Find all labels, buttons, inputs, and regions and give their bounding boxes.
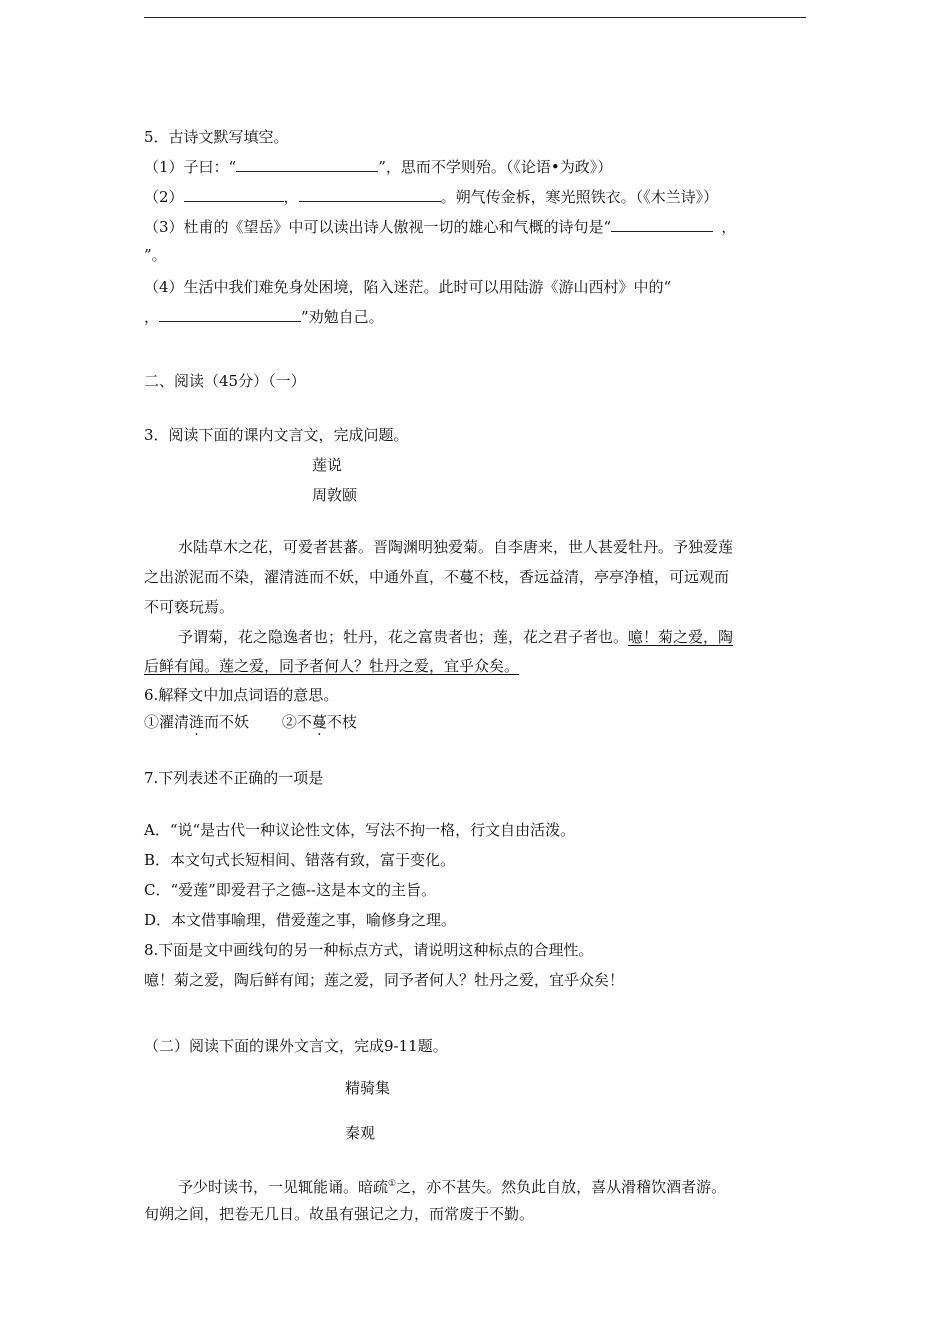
footnote-marker: ① — [388, 1179, 397, 1189]
q7-title: 7.下列表述不正确的一项是 — [144, 769, 324, 787]
q8-text: 噫！菊之爱，陶后鲜有闻；莲之爱，同予者何人？牡丹之爱，宜乎众矣！ — [144, 971, 625, 989]
q7-option-c: C．“爱莲”即爱君子之德--这是本文的主旨。 — [144, 881, 436, 899]
part2-p1-pre: 予少时读书，一见辄能诵。暗疏 — [178, 1178, 389, 1196]
q5-blank-1[interactable] — [236, 157, 378, 172]
part2-p1-post: 之，亦不甚失。然负此自放，喜从滑稽饮酒者游。 — [396, 1178, 727, 1196]
q5-l2-suffix: 。朔气传金柝，寒光照铁衣。（《木兰诗》） — [440, 188, 719, 206]
part2-para1-line2: 旬朔之间，把卷无几日。故虽有强记之力，而常废于不勤。 — [144, 1205, 535, 1223]
q5-blank-2[interactable] — [184, 187, 284, 202]
q5-l4b-suffix: ”劝勉自己。 — [301, 308, 384, 326]
q7-option-d: D．本文借事喻理，借爱莲之事，喻修身之理。 — [144, 911, 457, 929]
q3-underlined-sentence-a: 噫！菊之爱，陶 — [628, 628, 734, 646]
q6-title: 6.解释文中加点词语的意思。 — [144, 686, 339, 704]
header-rule — [144, 17, 806, 18]
q5-blank-3[interactable] — [299, 187, 441, 202]
section-2-heading: 二、阅读（45分）（一） — [144, 372, 306, 390]
q5-line-3 — [144, 217, 736, 237]
part2-essay-author: 秦观 — [345, 1124, 376, 1142]
q3-para2-text: 予谓菊，花之隐逸者也；牡丹，花之富贵者也；莲，花之君子者也。 — [178, 628, 629, 646]
q3-essay-author: 周敦颐 — [312, 486, 358, 504]
q5-l2-prefix: （2） — [144, 188, 184, 206]
q3-para1-line2: 之出淤泥而不染，濯清涟而不妖，中通外直，不蔓不枝，香远益清，亭亭净植，可远观而 — [144, 568, 730, 586]
part2-intro: （二）阅读下面的课外文言文，完成9-11题。 — [144, 1037, 448, 1055]
q5-line-3b: ”。 — [144, 246, 167, 264]
q3-essay-title: 莲说 — [312, 456, 343, 474]
q5-line-4b — [144, 307, 384, 327]
q7-option-a: A．“说“是古代一种议论性文体，写法不拘一格，行文自由活泼。 — [144, 821, 576, 839]
q6-item2-dotted: 蔓 — [311, 713, 327, 731]
q6-items — [144, 712, 357, 732]
q8-title: 8.下面是文中画线句的另一种标点方式，请说明这种标点的合理性。 — [144, 941, 594, 959]
q6-item1-post: 而不妖 — [204, 713, 250, 731]
q7-option-b: B．本文句式长短相间、错落有致，富于变化。 — [144, 851, 456, 869]
q5-l3-prefix: （3）杜甫的《望岳》中可以读出诗人傲视一切的雄心和气概的诗句是“ — [144, 218, 612, 236]
part2-essay-title: 精骑集 — [345, 1079, 391, 1097]
q5-title: 5．古诗文默写填空。 — [144, 128, 289, 146]
q5-blank-4[interactable] — [611, 217, 713, 232]
q5-l1-prefix: （1）子曰：“ — [144, 158, 237, 176]
q5-l3-comma: ， — [721, 218, 737, 236]
q5-blank-5[interactable] — [159, 307, 301, 322]
q3-para2-line2 — [144, 656, 519, 676]
q5-line-2 — [144, 187, 718, 207]
q6-item2-post: 不枝 — [326, 713, 357, 731]
q5-line-4: （4）生活中我们难免身处困境，陷入迷茫。此时可以用陆游《游山西村》中的“ — [144, 278, 672, 296]
q5-line-1 — [144, 157, 612, 177]
q5-l1-suffix: ”，思而不学则殆。（《论语•为政》） — [378, 158, 613, 176]
q3-para2-line1 — [178, 627, 733, 647]
q6-item1-pre: ①濯清 — [144, 713, 190, 731]
q6-item1-dotted: 涟 — [189, 713, 205, 731]
q5-l4b-comma: ， — [144, 308, 160, 326]
q3-underlined-sentence-b: 后鲜有闻。莲之爱，同予者何人？牡丹之爱，宜乎众矣。 — [144, 657, 520, 675]
q3-para1-line3: 不可亵玩焉。 — [144, 598, 235, 616]
q6-item2-pre: ②不 — [281, 713, 312, 731]
q3-para1-line1: 水陆草木之花，可爱者甚蕃。晋陶渊明独爱菊。自李唐来，世人甚爱牡丹。予独爱莲 — [178, 538, 734, 556]
q3-intro: 3．阅读下面的课内文言文，完成问题。 — [144, 426, 409, 444]
part2-para1-line1 — [178, 1174, 726, 1197]
q5-l2-comma: ， — [283, 188, 299, 206]
